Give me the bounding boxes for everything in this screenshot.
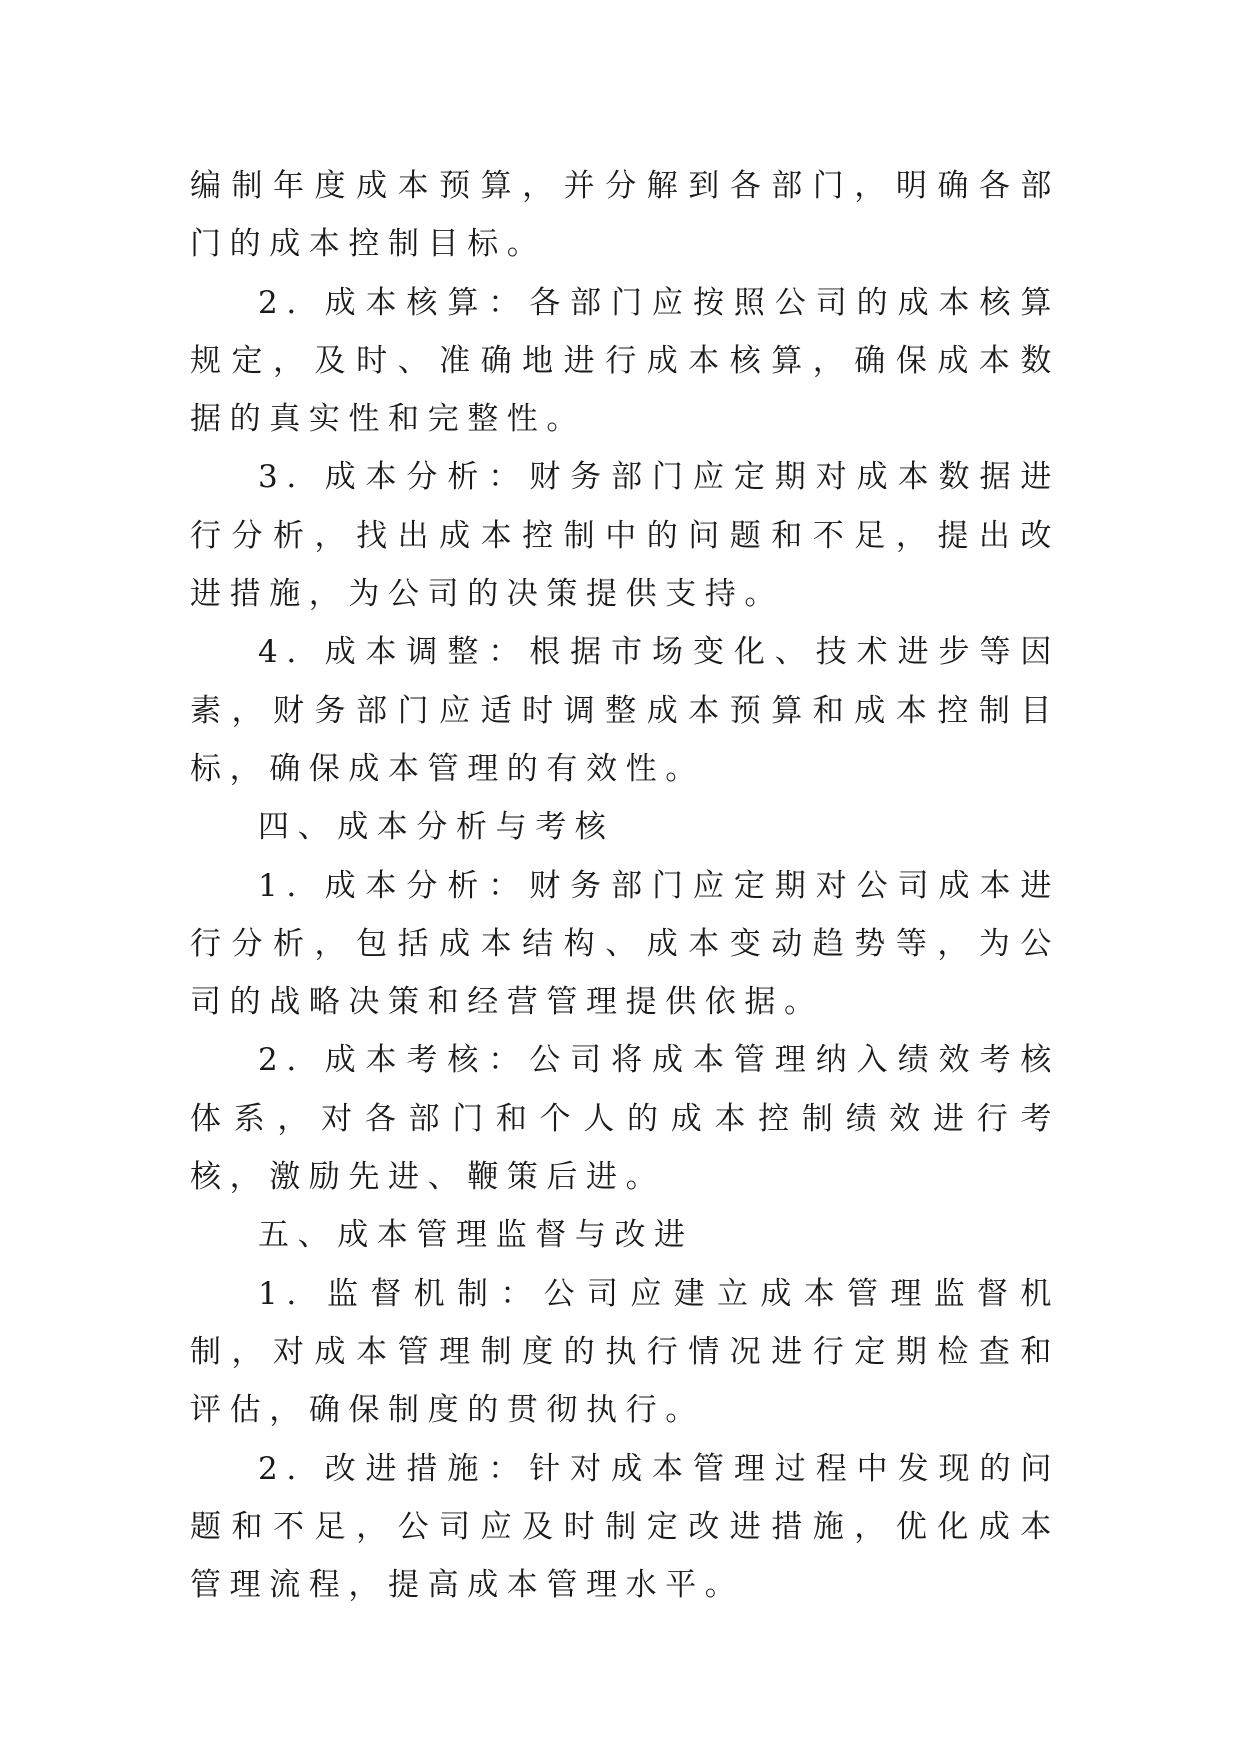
section-heading-supervision-improvement: 五、成本管理监督与改进 [258, 1217, 694, 1254]
paragraph-budget-continuation: 编制年度成本预算，并分解到各部门，明确各部门的成本控制目标。 [190, 168, 1060, 263]
paragraph-analysis: 1. 成本分析：财务部门应定期对公司成本进行分析，包括成本结构、成本变动趋势等，为公司的战略决策和经营管理提供依据。 [190, 867, 1060, 1021]
paragraph-supervision: 1. 监督机制：公司应建立成本管理监督机制，对成本管理制度的执行情况进行定期检查和评估，确保制度的贯彻执行。 [190, 1275, 1060, 1429]
paragraph-improvement: 2. 改进措施：针对成本管理过程中发现的问题和不足，公司应及时制定改进措施，优化成本管理流程，提高成本管理水平。 [190, 1450, 1060, 1604]
paragraph-cost-adjustment: 4. 成本调整：根据市场变化、技术进步等因素，财务部门应适时调整成本预算和成本控制目标，确保成本管理的有效性。 [190, 634, 1060, 787]
paragraph-cost-accounting: 2. 成本核算：各部门应按照公司的成本核算规定，及时、准确地进行成本核算，确保成本数据的真实性和完整性。 [190, 284, 1060, 438]
section-heading-analysis-assessment: 四、成本分析与考核 [258, 809, 615, 846]
paragraph-assessment: 2. 成本考核：公司将成本管理纳入绩效考核体系，对各部门和个人的成本控制绩效进行考核，激励先进、鞭策后进。 [190, 1042, 1060, 1196]
document-body [190, 157, 1060, 1614]
paragraph-cost-analysis: 3. 成本分析：财务部门应定期对成本数据进行分析，找出成本控制中的问题和不足，提出改进措施，为公司的决策提供支持。 [190, 459, 1060, 613]
